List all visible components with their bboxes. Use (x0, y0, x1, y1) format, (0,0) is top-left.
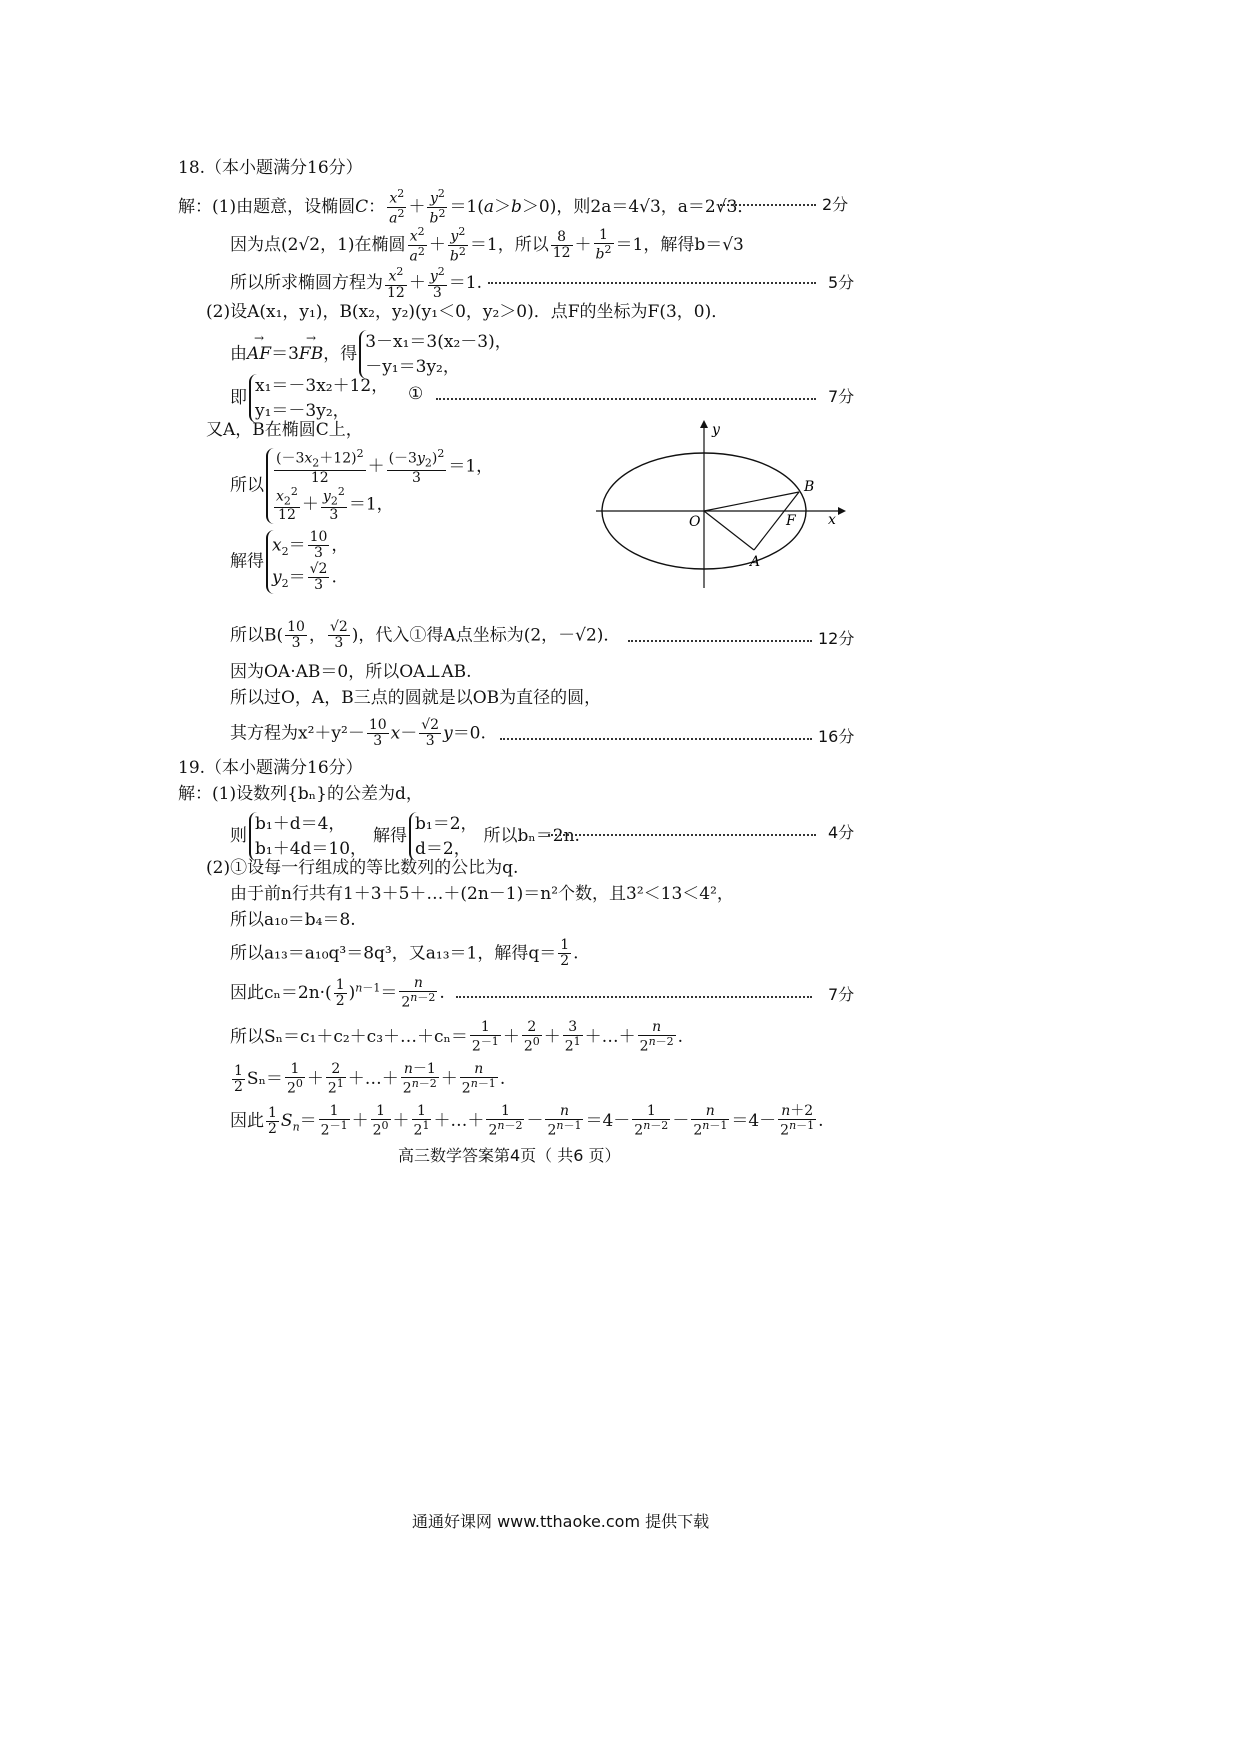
q18-line11: 因为OA·AB＝0，所以OA⊥AB. (230, 662, 472, 682)
score-leader (488, 282, 816, 284)
q19-line8: 所以Sₙ＝c₁＋c₂＋c₃＋…＋cₙ＝ $\frac{1}{2^{-1}}$ ＋ $\frac{2}{2^0}$ ＋ $\frac{3}{2^1}$ ＋…＋ $\frac{n}{2^{n-2}}$ . (230, 1019, 684, 1056)
q19-line5: 所以a₁₀＝b₄＝8. (230, 910, 356, 930)
score-mark: 12分 (818, 629, 855, 648)
score-mark: 7分 (828, 985, 855, 1004)
q19-line10: 因此 $\frac{1}{2}$ $S_n=$ $\frac{1}{2^{-1}}$ ＋ $\frac{1}{2^0}$ ＋ $\frac{1}{2^1}$ ＋…＋ $\frac{1}{2^{n-2}}$ － $\frac{n}{2^{n-1}}$ ＝4－ $\frac{1}{2^{n-2}}$ － $\frac{n}{2^{n-1}}$ ＝4－ $\frac{n+2}{2^{n-1}}$ . (230, 1103, 824, 1140)
score-mark: 2分 (822, 195, 849, 214)
ellipse-figure (596, 420, 846, 590)
score-leader (436, 398, 816, 400)
q18-line8: 所以 $\frac{(-3x_2+12)^2}{12}$ ＋ $\frac{(-3y_2)^2}{3}$ ＝1， $\frac{x_2^2}{12}$ ＋ $\frac{y_2^2}{3}$ ＝1， (230, 448, 499, 524)
y-axis-arrow (700, 420, 708, 428)
source-credit: 通通好课网 www.tthaoke.com 提供下载 (412, 1512, 710, 1531)
point-B-label: B (804, 479, 815, 495)
q19-line2: 则 b₁＋d＝4， b₁＋4d＝10， 解得 b₁＝2， d＝2， 所以bₙ＝2n. (230, 812, 580, 861)
score-leader (456, 996, 812, 998)
q18-line12: 所以过O，A，B三点的圆就是以OB为直径的圆， (230, 688, 602, 708)
equation-marker-1: ① (408, 384, 424, 404)
score-leader (720, 204, 816, 206)
q19-line4: 由于前n行共有1＋3＋5＋…＋(2n－1)＝n²个数，且3²＜13＜4²， (230, 884, 734, 904)
q18-line10: 所以B( $\frac{10}{3}$ ， $\frac{√2}{3}$ )，代入①得A点坐标为(2，－√2)． (230, 619, 621, 652)
q19-line1: 解：(1)设数列{bₙ}的公差为d， (178, 784, 423, 804)
q18-line9: 解得 $x_2=$ $\frac{10}{3}$ ， $y_2=$ $\frac{√2}{3}$ . (230, 530, 354, 594)
score-mark: 5分 (828, 273, 855, 292)
score-leader (548, 834, 816, 836)
origin-label: O (689, 514, 701, 530)
q19-line9: $\frac{1}{2}$ Sₙ＝ $\frac{1}{2^0}$ ＋ $\frac{2}{2^1}$ ＋…＋ $\frac{n-1}{2^{n-2}}$ ＋ $\frac{n}{2^{n-1}}$ . (234, 1061, 506, 1098)
q18-line3: 所以所求椭圆方程为 $\frac{x^2}{12}$ ＋ $\frac{y^2}{3}$ ＝1. (230, 265, 482, 302)
q18-line5: 由→ AF＝3→ FB，得 3－x₁＝3(x₂－3)， －y₁＝3y₂， (230, 330, 518, 379)
segment-OB (704, 492, 799, 511)
point-F-label: F (786, 513, 796, 529)
q19-line3: (2)①设每一行组成的等比数列的公比为q. (206, 858, 519, 878)
q19-line6: 所以a₁₃＝a₁₀q³＝8q³，又a₁₃＝1，解得q＝ $\frac{1}{2}$ . (230, 937, 579, 970)
q18-line7: 又A，B在椭圆C上， (206, 420, 363, 440)
x-axis-arrow (838, 507, 846, 515)
q18-line6: 即 x₁＝－3x₂＋12， y₁＝－3y₂， (230, 374, 394, 423)
q18-line13: 其方程为x²＋y²－ $\frac{10}{3}$ x－ $\frac{√2}{3}$ y＝0. (230, 717, 486, 750)
score-leader (500, 738, 812, 740)
point-A-label: A (750, 554, 761, 570)
q18-line1: 解：(1)由题意，设椭圆C： $\frac{x^2}{a^2}$ ＋ $\frac{y^2}{b^2}$ ＝1(a＞b＞0)，则2a＝4√3，a＝2√3． (178, 187, 755, 227)
score-mark: 7分 (828, 387, 855, 406)
score-mark: 16分 (818, 727, 855, 746)
q18-line4: (2)设A(x₁，y₁)，B(x₂，y₂)(y₁＜0，y₂＞0)．点F的坐标为F(3，0)． (206, 302, 729, 322)
y-label: y (712, 422, 720, 438)
q19-title: 19.（本小题满分16分） (178, 758, 363, 778)
x-label: x (828, 512, 836, 528)
score-leader (628, 640, 812, 642)
q19-line7: 因此cₙ＝2n·( $\frac{1}{2}$ )$^{n-1}$＝ $\frac{n}{2^{n-2}}$ . (230, 975, 445, 1012)
segment-OA (704, 511, 754, 550)
score-mark: 4分 (828, 823, 855, 842)
page-footer: 高三数学答案第4页（ 共6 页） (398, 1146, 621, 1165)
q18-title: 18.（本小题满分16分） (178, 158, 363, 178)
q18-line2: 因为点(2√2，1)在椭圆 $\frac{x^2}{a^2}$ ＋ $\frac{y^2}{b^2}$ ＝1，所以 $\frac{8}{12}$ ＋ $\frac{1}{b^2}$ ＝1，解得b＝√3 (230, 225, 744, 265)
